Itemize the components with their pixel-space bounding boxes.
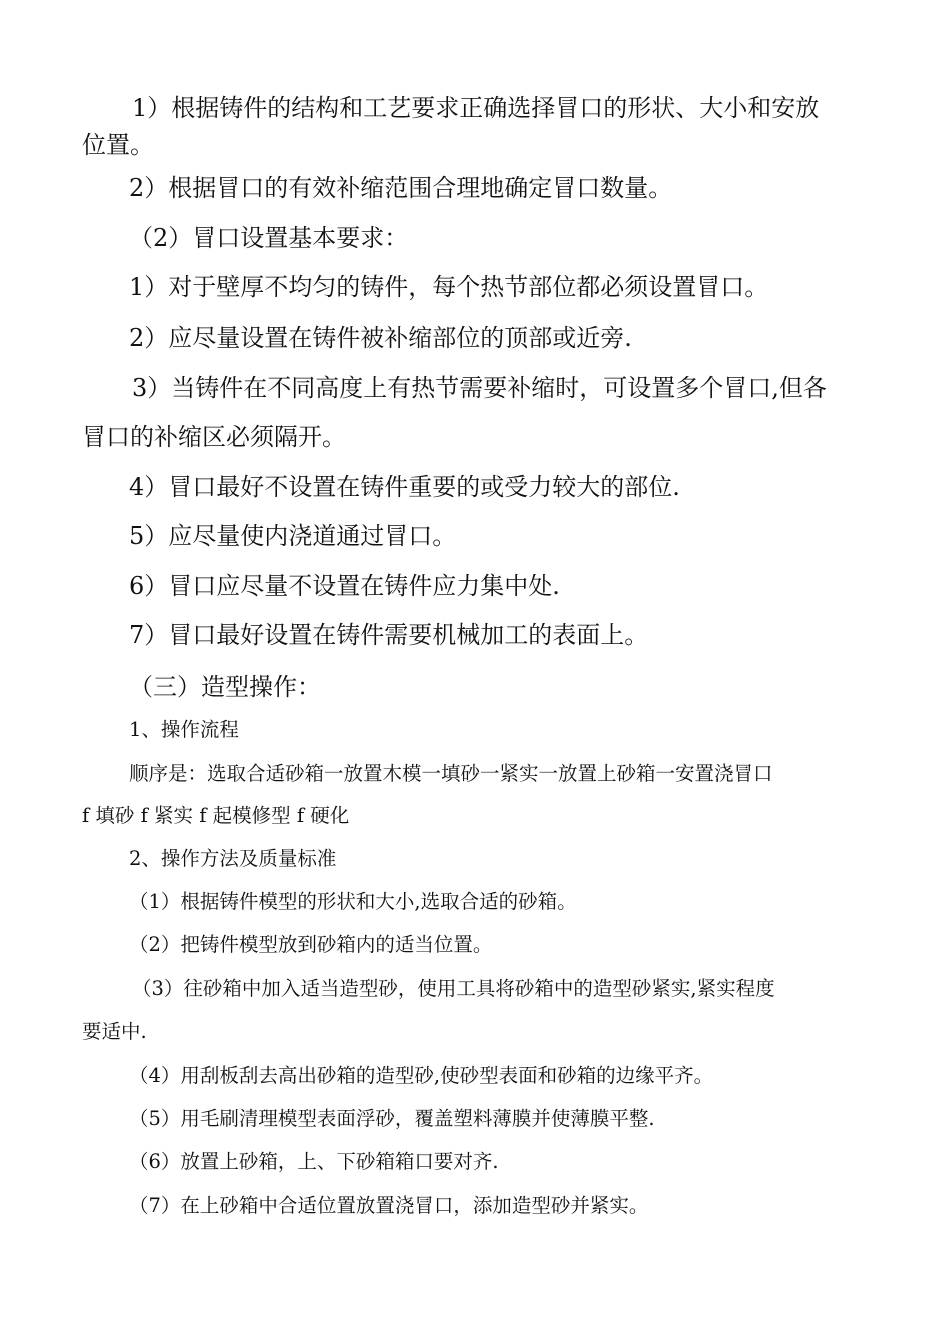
- subsection-heading: 1、操作流程: [129, 718, 239, 741]
- list-item-continuation: 要适中.: [82, 1020, 147, 1043]
- list-item: （5）用毛刷清理模型表面浮砂，覆盖塑料薄膜并使薄膜平整.: [129, 1107, 655, 1130]
- paragraph-line: 2）根据冒口的有效补缩范围合理地确定冒口数量。: [129, 174, 673, 202]
- section-heading: （2）冒口设置基本要求：: [129, 224, 409, 252]
- paragraph-line: 顺序是：选取合适砂箱一放置木模一填砂一紧实一放置上砂箱一安置浇冒口: [129, 762, 773, 785]
- list-item: 3）当铸件在不同高度上有热节需要补缩时，可设置多个冒口,但各: [132, 374, 827, 402]
- list-item: （1）根据铸件模型的形状和大小,选取合适的砂箱。: [129, 890, 577, 913]
- list-item: 2）应尽量设置在铸件被补缩部位的顶部或近旁.: [129, 324, 632, 352]
- list-item: （4）用刮板刮去高出砂箱的造型砂,使砂型表面和砂箱的边缘平齐。: [129, 1064, 714, 1087]
- list-item: （7）在上砂箱中合适位置放置浇冒口，添加造型砂并紧实。: [129, 1194, 649, 1217]
- list-item: 7）冒口最好设置在铸件需要机械加工的表面上。: [129, 621, 649, 649]
- paragraph-line: 1）根据铸件的结构和工艺要求正确选择冒口的形状、大小和安放: [132, 94, 820, 122]
- list-item: 1）对于壁厚不均匀的铸件，每个热节部位都必须设置冒口。: [129, 273, 769, 301]
- list-item-continuation: 冒口的补缩区必须隔开。: [82, 423, 346, 451]
- list-item: 5）应尽量使内浇道通过冒口。: [129, 522, 457, 550]
- list-item: 4）冒口最好不设置在铸件重要的或受力较大的部位.: [129, 473, 680, 501]
- list-item: （6）放置上砂箱，上、下砂箱箱口要对齐.: [129, 1150, 499, 1173]
- list-item: （3）往砂箱中加入适当造型砂，使用工具将砂箱中的造型砂紧实,紧实程度: [132, 977, 775, 1000]
- paragraph-line: 位置。: [82, 131, 154, 159]
- subsection-heading: 2、操作方法及质量标准: [129, 847, 337, 870]
- section-heading: （三）造型操作：: [129, 673, 321, 701]
- list-item: （2）把铸件模型放到砂箱内的适当位置。: [129, 933, 493, 956]
- list-item: 6）冒口应尽量不设置在铸件应力集中处.: [129, 572, 560, 600]
- paragraph-line: f 填砂 f 紧实 f 起模修型 f 硬化: [82, 804, 350, 827]
